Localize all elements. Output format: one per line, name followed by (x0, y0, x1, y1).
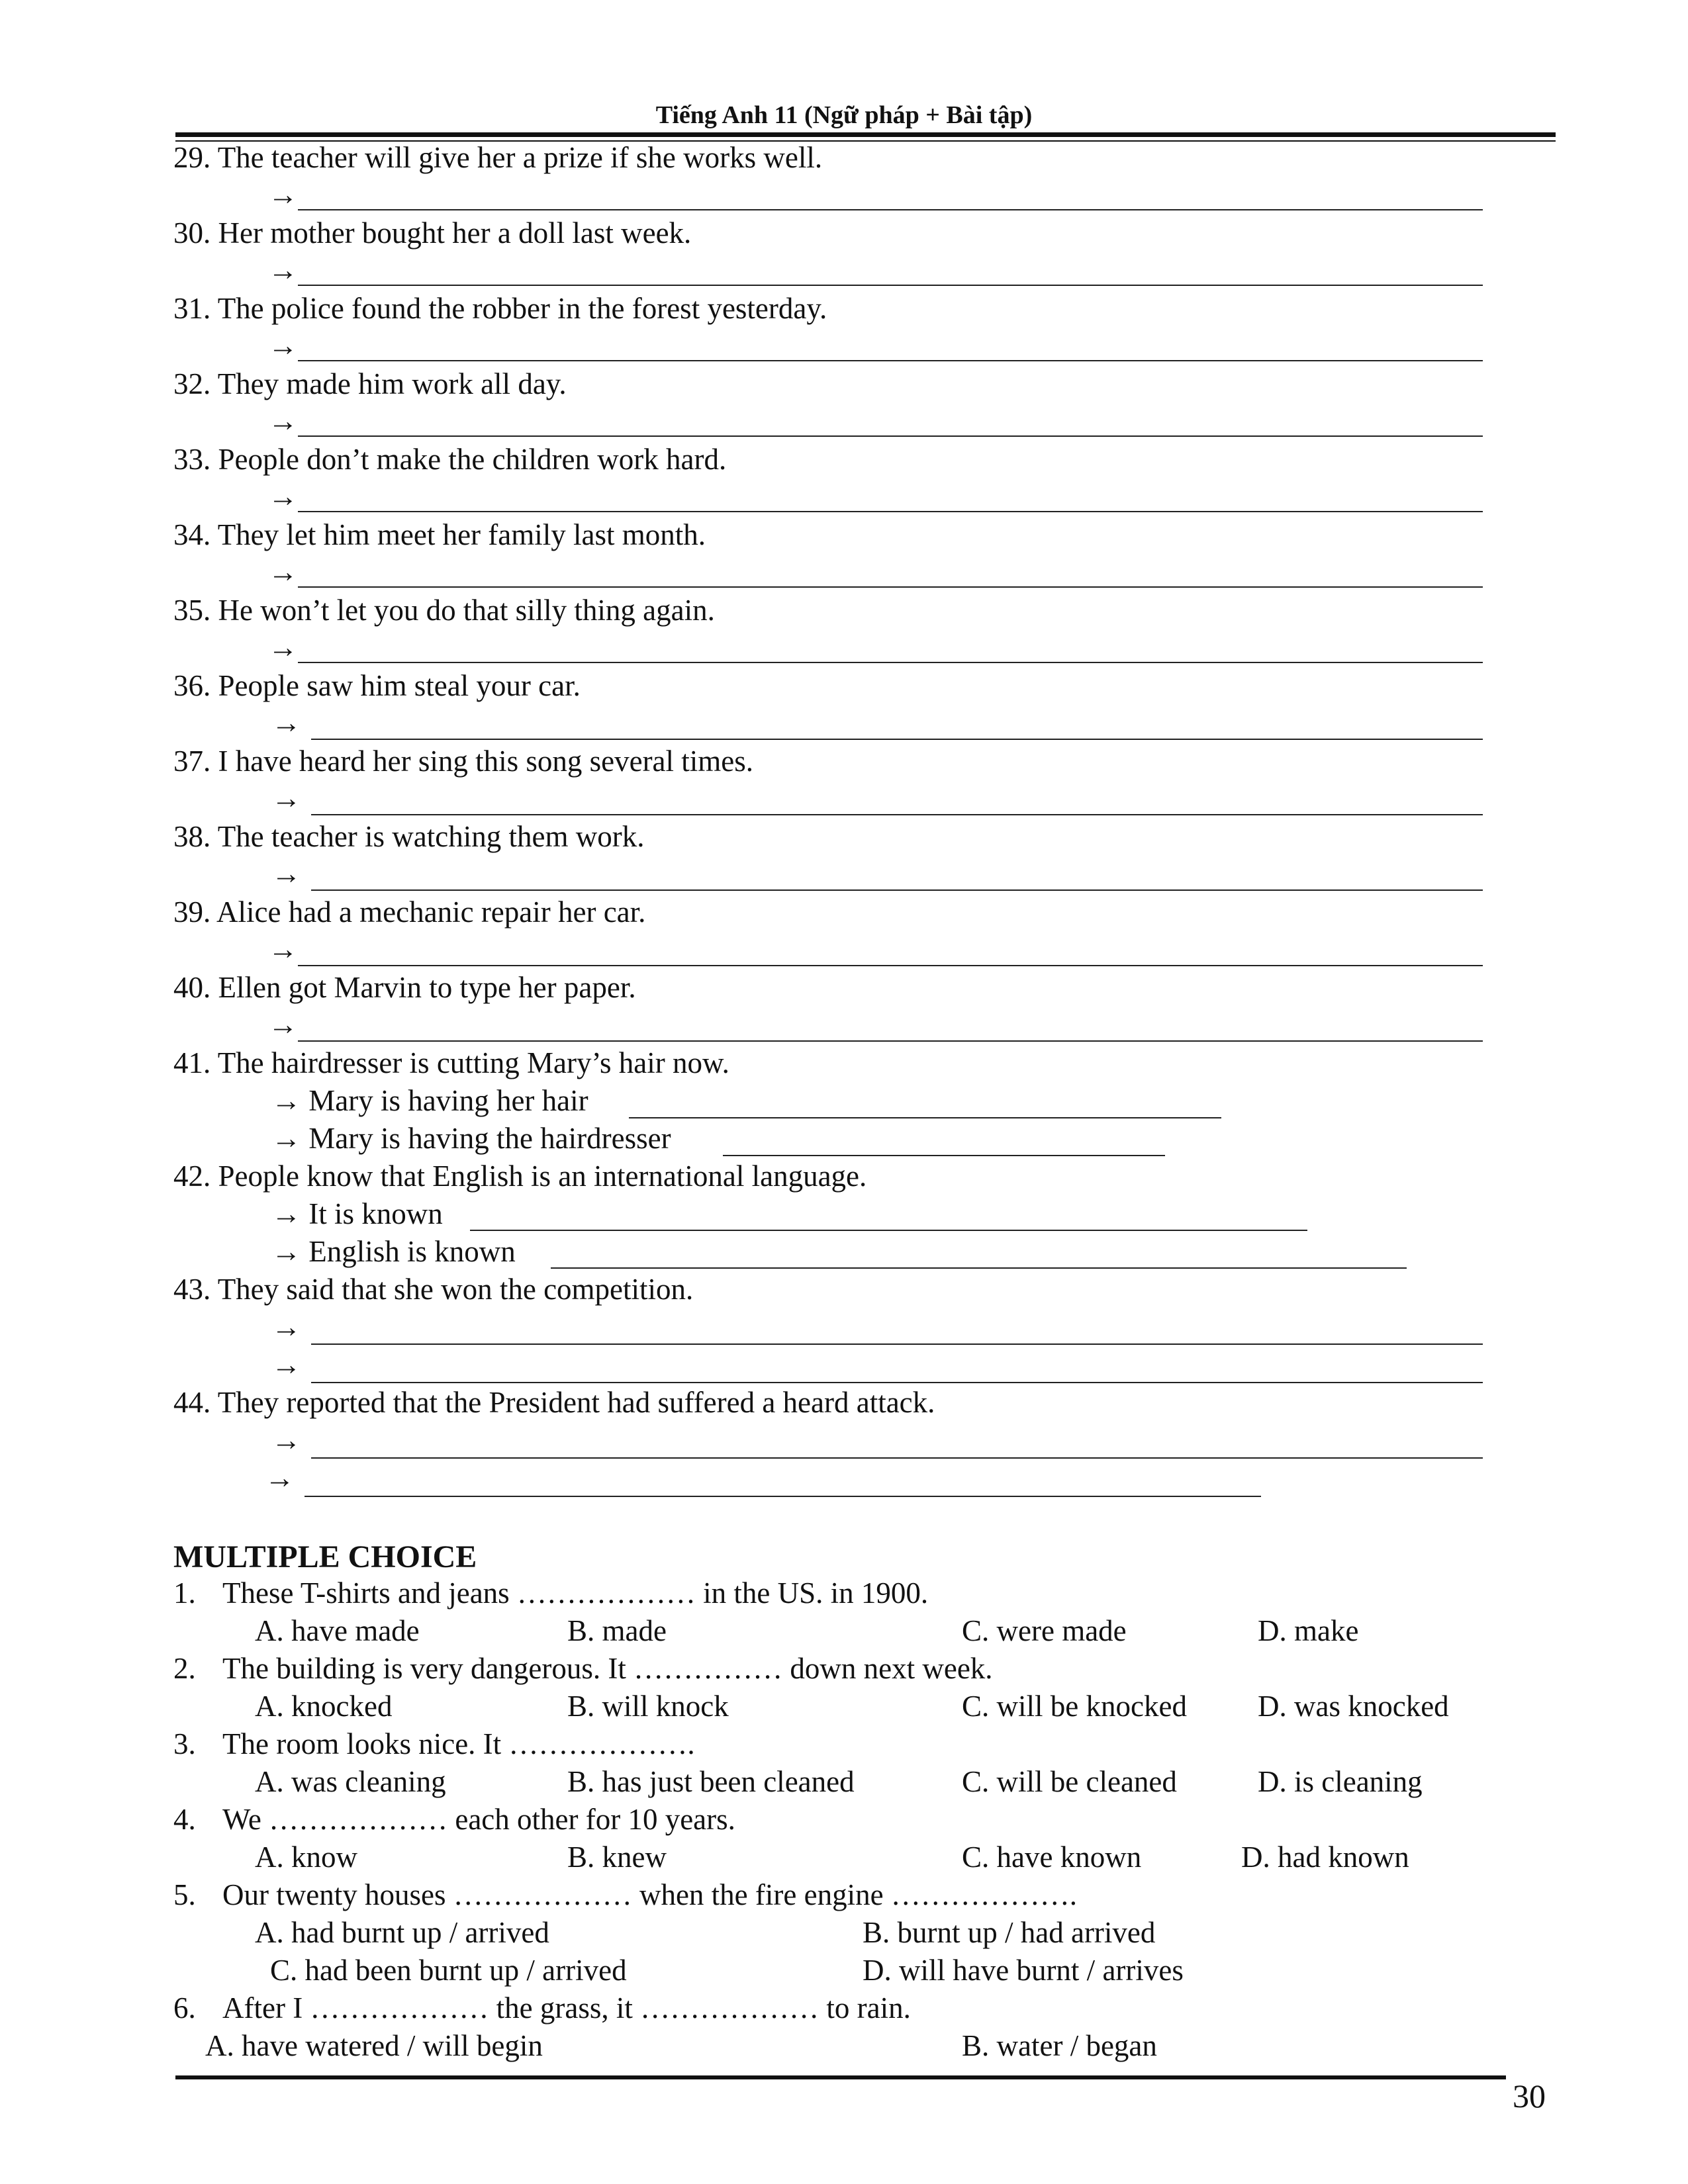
exercise-33 (173, 445, 726, 475)
mc-option[interactable]: B. will knock (567, 1690, 729, 1723)
exercise-36 (173, 671, 581, 701)
arrow-icon: → (268, 329, 298, 362)
mc-option[interactable]: C. were made (962, 1614, 1127, 1647)
exercise-sentence: People know that English is an international language. (218, 1160, 867, 1193)
arrow-icon: → (271, 1348, 301, 1381)
answer-line-40[interactable] (298, 1040, 1483, 1042)
exercise-number: 36. (173, 669, 211, 702)
arrow-icon: → (271, 1424, 301, 1457)
mc-question-number: 6. (173, 1991, 196, 2025)
exercise-sentence: The teacher will give her a prize if she works well. (217, 141, 823, 174)
answer-line-34[interactable] (298, 586, 1483, 588)
mc-option[interactable]: D. make (1258, 1614, 1359, 1647)
arrow-icon: → (268, 178, 298, 211)
exercise-30 (173, 218, 691, 248)
page-number: 30 (1513, 2077, 1546, 2115)
mc-question-text: Our twenty houses ……………… when the fire engine ………………. (222, 1878, 1078, 1911)
prompt-text: Mary is having the hairdresser (308, 1122, 671, 1155)
mc-option[interactable]: C. had been burnt up / arrived (270, 1954, 627, 1987)
answer-line-31[interactable] (298, 360, 1483, 361)
mc-option[interactable]: B. made (567, 1614, 667, 1647)
exercise-number: 33. (173, 443, 211, 476)
arrow-icon: → (268, 404, 298, 437)
mc-option[interactable]: B. knew (567, 1841, 667, 1874)
page-header-title: Tiếng Anh 11 (Ngữ pháp + Bài tập) (655, 101, 1033, 129)
answer-line-44b[interactable] (305, 1496, 1261, 1497)
rewrite-prompt (271, 1086, 588, 1116)
arrow-icon: → (271, 1084, 301, 1117)
exercise-35 (173, 596, 715, 625)
answer-line-33[interactable] (298, 511, 1483, 512)
arrow-icon: → (265, 1461, 295, 1494)
exercise-sentence: Alice had a mechanic repair her car. (216, 895, 646, 929)
section-title-multiple-choice: MULTIPLE CHOICE (173, 1539, 477, 1574)
exercise-number: 37. (173, 745, 211, 778)
exercise-39 (173, 897, 645, 927)
mc-question-number: 5. (173, 1878, 196, 1911)
answer-line-42a[interactable] (470, 1230, 1307, 1231)
arrow-icon: → (268, 555, 298, 588)
mc-option[interactable]: A. know (255, 1841, 357, 1874)
rewrite-prompt (271, 1237, 516, 1267)
mc-option[interactable]: D. is cleaning (1258, 1765, 1423, 1798)
footer-rule (175, 2075, 1506, 2079)
exercise-34 (173, 520, 706, 550)
exercise-42 (173, 1161, 867, 1191)
exercise-number: 43. (173, 1273, 211, 1306)
exercise-44 (173, 1388, 935, 1418)
arrow-icon: → (271, 1197, 301, 1230)
exercise-37 (173, 747, 753, 776)
exercise-sentence: The teacher is watching them work. (217, 820, 645, 853)
answer-line-41a[interactable] (629, 1117, 1221, 1118)
prompt-text: Mary is having her hair (308, 1084, 588, 1117)
mc-option[interactable]: A. had burnt up / arrived (255, 1916, 549, 1949)
mc-question-text: After I ……………… the grass, it ……………… to rain. (222, 1991, 911, 2025)
mc-question-text: The building is very dangerous. It …………… down next week. (222, 1652, 993, 1685)
mc-question-text: The room looks nice. It ………………. (222, 1727, 695, 1760)
mc-option[interactable]: A. knocked (255, 1690, 393, 1723)
exercise-32 (173, 369, 567, 399)
exercise-number: 34. (173, 518, 211, 551)
exercise-number: 39. (173, 895, 211, 929)
answer-line-30[interactable] (298, 285, 1483, 286)
mc-option[interactable]: B. burnt up / had arrived (863, 1916, 1156, 1949)
mc-option[interactable]: D. will have burnt / arrives (863, 1954, 1184, 1987)
exercise-number: 38. (173, 820, 211, 853)
exercise-number: 35. (173, 594, 211, 627)
exercise-sentence: People saw him steal your car. (218, 669, 581, 702)
exercise-sentence: I have heard her sing this song several times. (218, 745, 754, 778)
answer-line-29[interactable] (298, 209, 1483, 210)
exercise-number: 32. (173, 367, 211, 400)
exercise-sentence: They reported that the President had suffered a heard attack. (217, 1386, 935, 1419)
mc-option[interactable]: D. had known (1241, 1841, 1409, 1874)
arrow-icon: → (268, 631, 298, 664)
answer-line-37[interactable] (311, 814, 1483, 815)
exercise-sentence: The police found the robber in the forest yesterday. (217, 292, 827, 325)
mc-question-text: We ……………… each other for 10 years. (222, 1803, 735, 1836)
rewrite-prompt (271, 1199, 443, 1229)
arrow-icon: → (271, 857, 301, 890)
exercise-sentence: They said that she won the competition. (217, 1273, 694, 1306)
arrow-icon: → (271, 706, 301, 739)
mc-option[interactable]: A. have watered / will begin (205, 2029, 543, 2062)
exercise-29 (173, 143, 822, 173)
exercise-40 (173, 973, 636, 1003)
answer-line-39[interactable] (298, 965, 1483, 966)
arrow-icon: → (271, 782, 301, 815)
exercise-sentence: Her mother bought her a doll last week. (218, 216, 692, 250)
arrow-icon: → (268, 933, 298, 966)
mc-option[interactable]: C. have known (962, 1841, 1142, 1874)
prompt-text: It is known (308, 1197, 443, 1230)
arrow-icon: → (268, 253, 298, 287)
answer-line-44a[interactable] (311, 1457, 1483, 1459)
exercise-sentence: He won’t let you do that silly thing again. (218, 594, 715, 627)
header-rule (175, 132, 1556, 137)
mc-option[interactable]: C. will be cleaned (962, 1765, 1177, 1798)
exercise-number: 41. (173, 1046, 211, 1079)
exercise-38 (173, 822, 644, 852)
exercise-number: 42. (173, 1160, 211, 1193)
answer-line-38[interactable] (311, 889, 1483, 891)
exercise-sentence: The hairdresser is cutting Mary’s hair now. (217, 1046, 729, 1079)
mc-question-number: 2. (173, 1652, 196, 1685)
answer-line-36[interactable] (311, 739, 1483, 740)
mc-question-number: 1. (173, 1576, 196, 1610)
mc-option[interactable]: A. have made (255, 1614, 420, 1647)
exercise-number: 40. (173, 971, 211, 1004)
exercise-number: 31. (173, 292, 211, 325)
arrow-icon: → (271, 1235, 301, 1268)
arrow-icon: → (268, 1008, 298, 1041)
mc-question-number: 4. (173, 1803, 196, 1836)
mc-option[interactable]: C. will be knocked (962, 1690, 1187, 1723)
exercise-number: 30. (173, 216, 211, 250)
answer-line-35[interactable] (298, 662, 1483, 663)
exercise-sentence: People don’t make the children work hard. (218, 443, 727, 476)
arrow-icon: → (268, 480, 298, 513)
answer-line-32[interactable] (298, 435, 1483, 437)
answer-line-41b[interactable] (723, 1155, 1165, 1156)
answer-line-43a[interactable] (311, 1343, 1483, 1345)
exercise-number: 44. (173, 1386, 211, 1419)
exercise-sentence: Ellen got Marvin to type her paper. (218, 971, 636, 1004)
exercise-sentence: They made him work all day. (217, 367, 567, 400)
exercise-43 (173, 1275, 693, 1304)
answer-line-42b[interactable] (551, 1267, 1407, 1269)
mc-question-number: 3. (173, 1727, 196, 1760)
exercise-number: 29. (173, 141, 211, 174)
rewrite-prompt (271, 1124, 671, 1154)
mc-option[interactable]: B. has just been cleaned (567, 1765, 855, 1798)
mc-option[interactable]: D. was knocked (1258, 1690, 1449, 1723)
arrow-icon: → (271, 1310, 301, 1343)
mc-option[interactable]: B. water / began (962, 2029, 1157, 2062)
exercise-sentence: They let him meet her family last month. (217, 518, 706, 551)
mc-question-text: These T-shirts and jeans ……………… in the US. in 1900. (222, 1576, 929, 1610)
arrow-icon: → (271, 1122, 301, 1155)
answer-line-43b[interactable] (311, 1382, 1483, 1383)
prompt-text: English is known (308, 1235, 516, 1268)
exercise-31 (173, 294, 827, 324)
mc-option[interactable]: A. was cleaning (255, 1765, 446, 1798)
exercise-41 (173, 1048, 729, 1078)
